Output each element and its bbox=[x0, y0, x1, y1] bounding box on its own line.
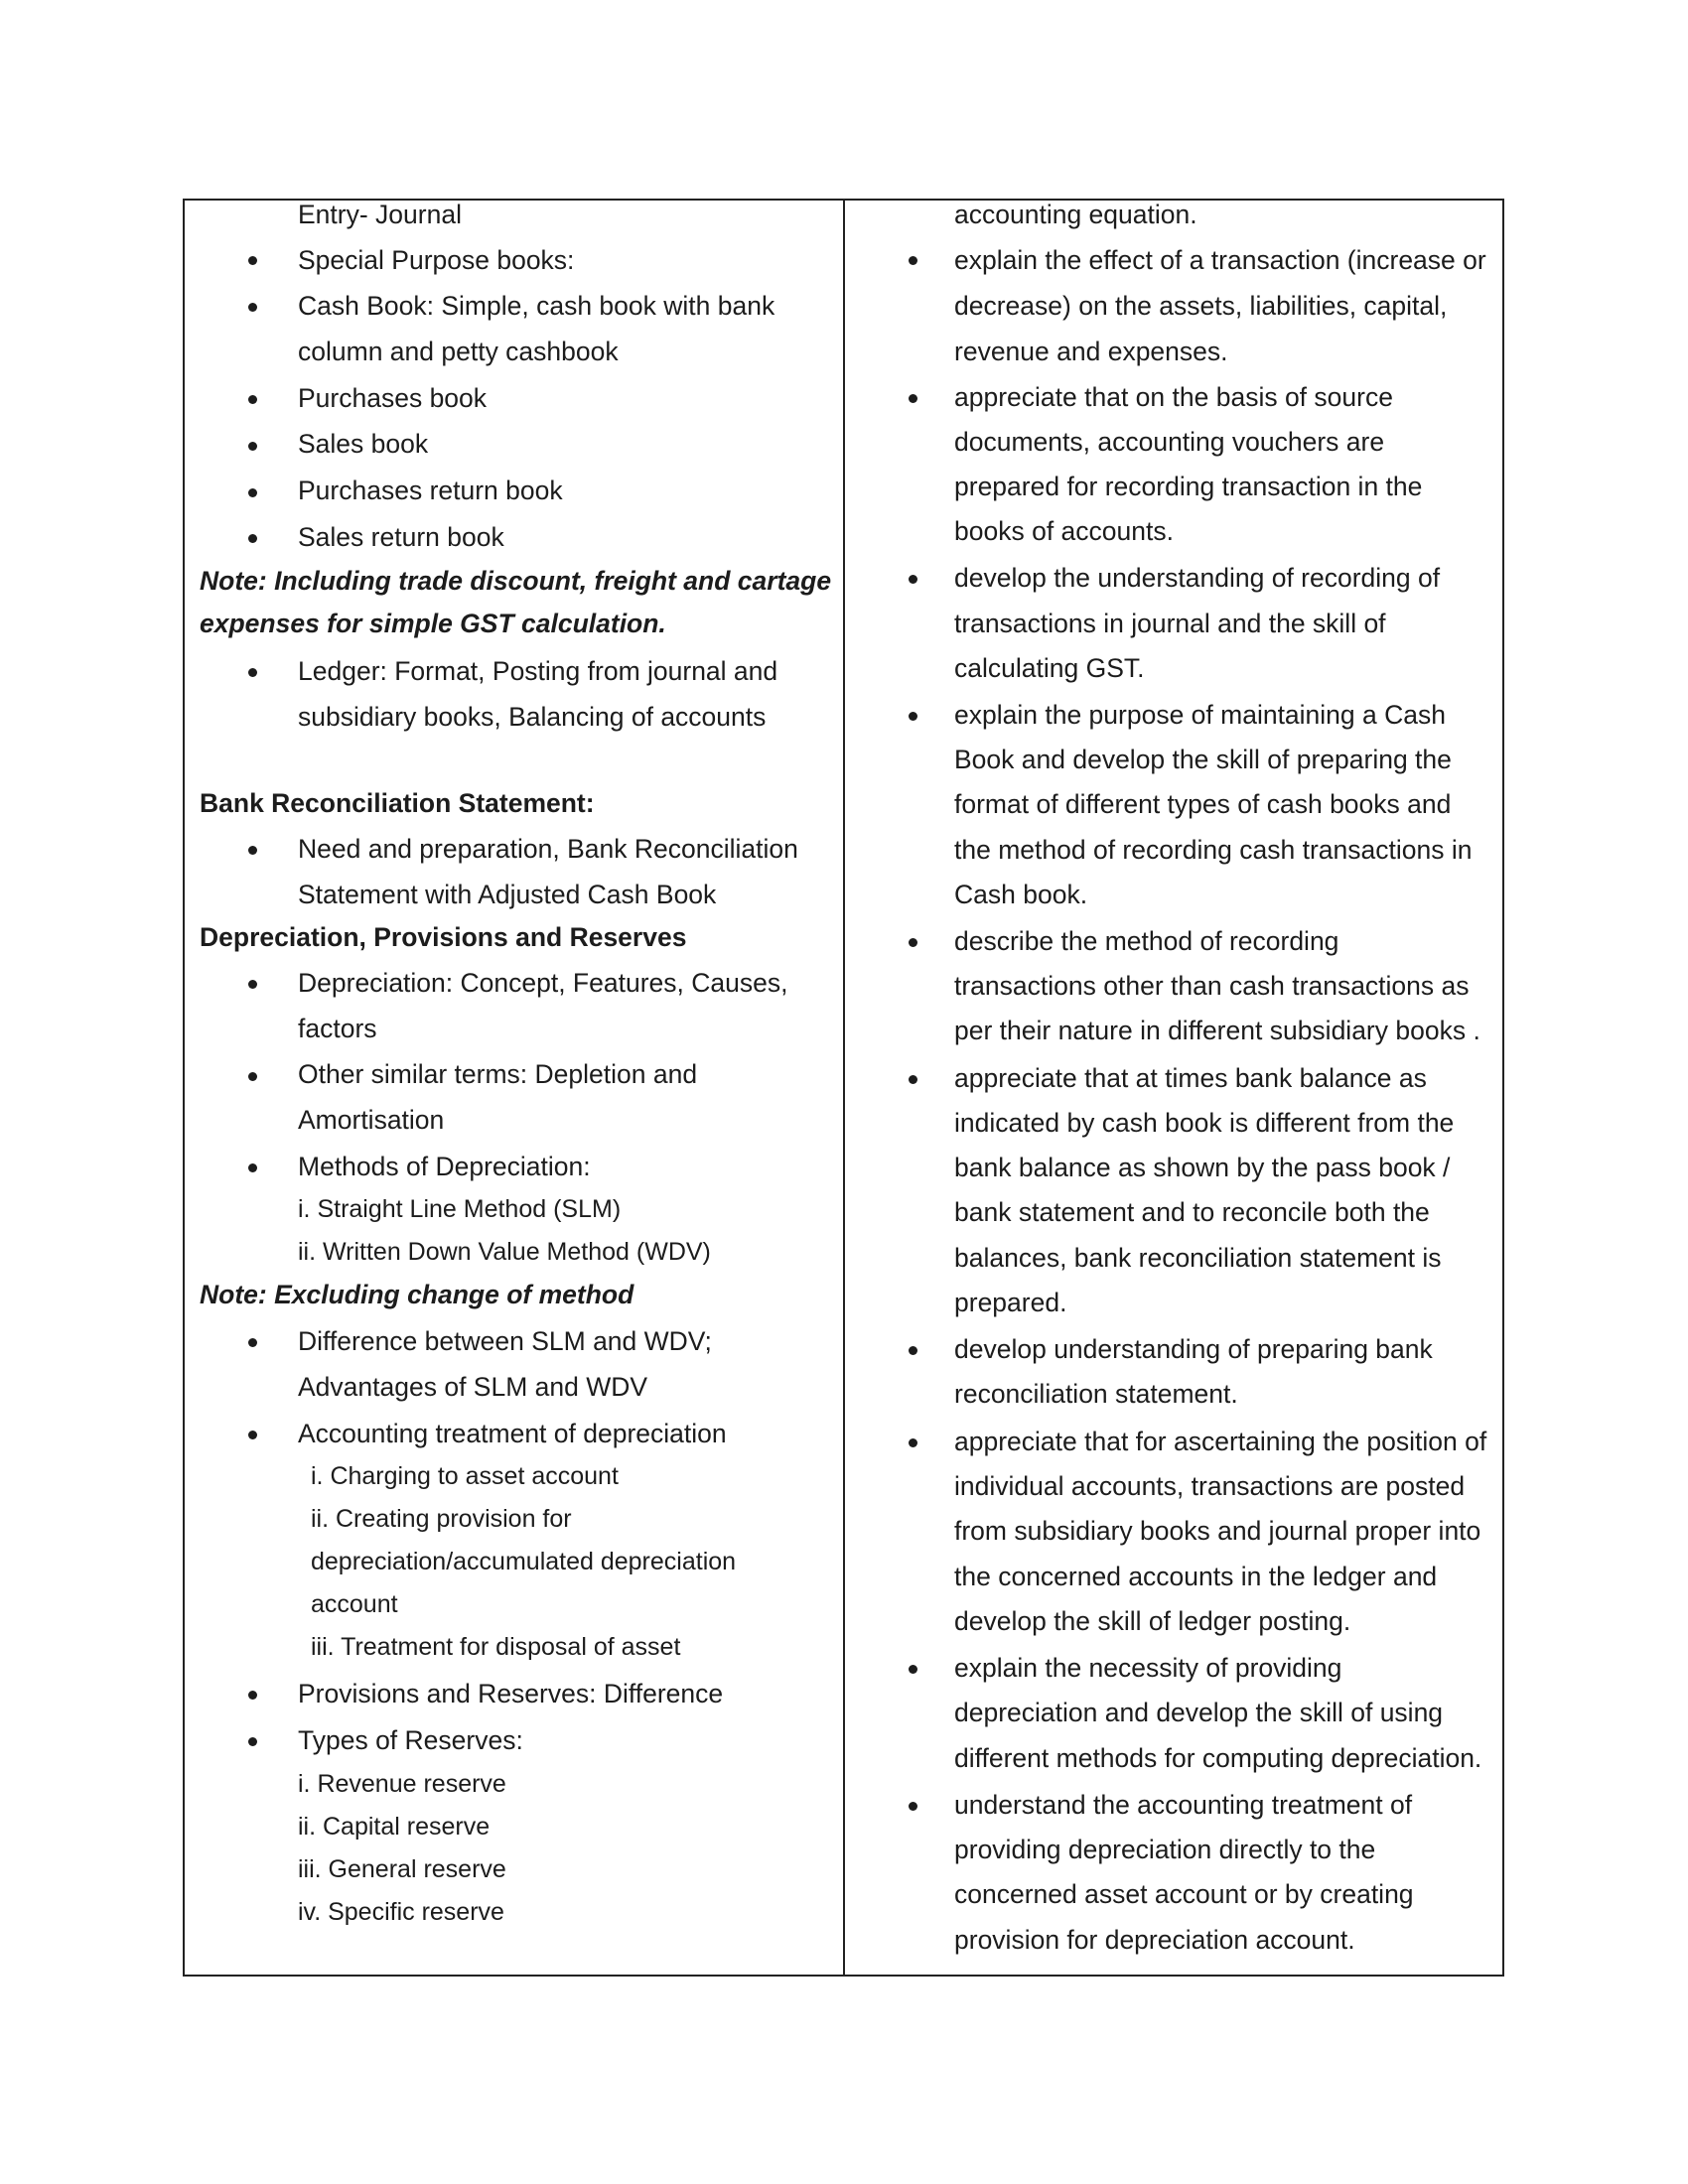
bullet-icon bbox=[248, 256, 257, 265]
bullet-icon bbox=[248, 1691, 257, 1700]
section-heading: Bank Reconciliation Statement: bbox=[200, 788, 595, 818]
list-item-continuation: Cash book. bbox=[954, 880, 1088, 909]
list-item-continuation: calculating GST. bbox=[954, 653, 1145, 683]
list-item: Sales return book bbox=[298, 522, 504, 552]
list-item-continuation: per their nature in different subsidiary books . bbox=[954, 1016, 1480, 1045]
bullet-icon bbox=[248, 980, 257, 989]
content-column bbox=[185, 201, 845, 1975]
list-item-continuation: different methods for computing depreciation. bbox=[954, 1743, 1482, 1773]
list-item-continuation: Amortisation bbox=[298, 1105, 445, 1135]
list-item-continuation: bank statement and to reconcile both the bbox=[954, 1197, 1430, 1227]
bullet-icon bbox=[909, 394, 917, 403]
bullet-icon bbox=[909, 938, 917, 947]
note-text: Note: Including trade discount, freight and cartage bbox=[200, 566, 832, 596]
list-item-continuation: from subsidiary books and journal proper into bbox=[954, 1516, 1481, 1546]
sub-item: i. Charging to asset account bbox=[311, 1462, 619, 1490]
list-item: develop understanding of preparing bank bbox=[954, 1334, 1433, 1364]
list-item: Provisions and Reserves: Difference bbox=[298, 1679, 724, 1708]
bullet-icon bbox=[248, 442, 257, 451]
list-item: Sales book bbox=[298, 429, 429, 459]
sub-item: ii. Written Down Value Method (WDV) bbox=[298, 1238, 711, 1266]
bullet-icon bbox=[909, 1346, 917, 1355]
bullet-icon bbox=[248, 1072, 257, 1081]
list-item: Types of Reserves: bbox=[298, 1725, 523, 1755]
list-item: Methods of Depreciation: bbox=[298, 1152, 591, 1181]
list-item-continuation: books of accounts. bbox=[954, 516, 1174, 546]
list-item-continuation: prepared for recording transaction in the bbox=[954, 472, 1423, 501]
list-item-continuation: provision for depreciation account. bbox=[954, 1925, 1355, 1955]
list-item-continuation: revenue and expenses. bbox=[954, 337, 1228, 366]
sub-item: ii. Capital reserve bbox=[298, 1813, 491, 1841]
sub-item: iii. General reserve bbox=[298, 1855, 506, 1883]
sub-item: ii. Creating provision for bbox=[311, 1505, 572, 1533]
list-item-continuation: prepared. bbox=[954, 1288, 1067, 1317]
list-item-continuation: individual accounts, transactions are posted bbox=[954, 1471, 1466, 1501]
sub-item: i. Revenue reserve bbox=[298, 1770, 506, 1798]
list-item: explain the purpose of maintaining a Cash bbox=[954, 700, 1446, 730]
syllabus-table bbox=[183, 199, 1504, 1977]
list-item-continuation: the method of recording cash transactions in bbox=[954, 835, 1473, 865]
list-item-continuation: Statement with Adjusted Cash Book bbox=[298, 880, 717, 909]
list-item: Special Purpose books: bbox=[298, 245, 575, 275]
list-item-continuation: depreciation and develop the skill of using bbox=[954, 1698, 1444, 1727]
list-item-continuation: Book and develop the skill of preparing the bbox=[954, 745, 1452, 774]
section-heading: Depreciation, Provisions and Reserves bbox=[200, 922, 687, 952]
list-item: develop the understanding of recording of bbox=[954, 563, 1441, 593]
list-item: explain the necessity of providing bbox=[954, 1653, 1342, 1683]
list-item-continuation: indicated by cash book is different from the bbox=[954, 1108, 1455, 1138]
list-item: Depreciation: Concept, Features, Causes, bbox=[298, 968, 788, 998]
bullet-icon bbox=[248, 303, 257, 312]
bullet-icon bbox=[248, 1338, 257, 1347]
sub-item: iv. Specific reserve bbox=[298, 1898, 504, 1926]
list-item-continuation: transactions other than cash transactions as bbox=[954, 971, 1470, 1001]
bullet-icon bbox=[248, 395, 257, 404]
bullet-icon bbox=[248, 846, 257, 855]
list-item-text: Entry- Journal bbox=[298, 201, 462, 229]
bullet-icon bbox=[909, 1438, 917, 1447]
list-item: Purchases return book bbox=[298, 476, 563, 505]
list-item: Difference between SLM and WDV; bbox=[298, 1326, 712, 1356]
list-item-continuation: accounting equation. bbox=[954, 201, 1197, 229]
bullet-icon bbox=[909, 1075, 917, 1084]
list-item: Ledger: Format, Posting from journal and bbox=[298, 656, 778, 686]
bullet-icon bbox=[248, 668, 257, 677]
list-item-continuation: develop the skill of ledger posting. bbox=[954, 1606, 1351, 1636]
list-item: understand the accounting treatment of bbox=[954, 1790, 1413, 1820]
note-text: Note: Excluding change of method bbox=[200, 1280, 634, 1309]
list-item-continuation: decrease) on the assets, liabilities, capital, bbox=[954, 291, 1448, 321]
list-item-continuation: bank balance as shown by the pass book / bbox=[954, 1153, 1451, 1182]
list-item-continuation: documents, accounting vouchers are bbox=[954, 427, 1385, 457]
list-item-continuation: format of different types of cash books and bbox=[954, 789, 1452, 819]
list-item-continuation: transactions in journal and the skill of bbox=[954, 609, 1386, 638]
list-item: Purchases book bbox=[298, 383, 488, 413]
sub-item-continuation: account bbox=[311, 1590, 398, 1618]
bullet-icon bbox=[248, 1431, 257, 1439]
bullet-icon bbox=[248, 1737, 257, 1746]
list-item-continuation: column and petty cashbook bbox=[298, 337, 619, 366]
list-item-continuation: factors bbox=[298, 1014, 377, 1043]
list-item-continuation: reconciliation statement. bbox=[954, 1379, 1238, 1409]
list-item-continuation: providing depreciation directly to the bbox=[954, 1835, 1376, 1864]
sub-item: i. Straight Line Method (SLM) bbox=[298, 1195, 622, 1223]
sub-item: iii. Treatment for disposal of asset bbox=[311, 1633, 681, 1661]
learning-outcomes-column bbox=[845, 201, 1502, 1975]
list-item: Cash Book: Simple, cash book with bank bbox=[298, 291, 775, 321]
sub-item-continuation: depreciation/accumulated depreciation bbox=[311, 1548, 737, 1575]
list-item-continuation: concerned asset account or by creating bbox=[954, 1879, 1414, 1909]
bullet-icon bbox=[248, 534, 257, 543]
bullet-icon bbox=[909, 1802, 917, 1811]
bullet-icon bbox=[248, 1163, 257, 1172]
list-item: appreciate that for ascertaining the position of bbox=[954, 1427, 1487, 1456]
list-item: appreciate that on the basis of source bbox=[954, 382, 1393, 412]
bullet-icon bbox=[909, 575, 917, 584]
list-item-continuation: balances, bank reconciliation statement is bbox=[954, 1243, 1442, 1273]
bullet-icon bbox=[909, 1665, 917, 1674]
list-item: describe the method of recording bbox=[954, 926, 1339, 956]
list-item: Need and preparation, Bank Reconciliation bbox=[298, 834, 798, 864]
list-item: Accounting treatment of depreciation bbox=[298, 1419, 727, 1448]
bullet-icon bbox=[909, 712, 917, 721]
list-item: explain the effect of a transaction (increase or bbox=[954, 245, 1486, 275]
bullet-icon bbox=[248, 488, 257, 497]
list-item: Other similar terms: Depletion and bbox=[298, 1059, 698, 1089]
list-item: appreciate that at times bank balance as bbox=[954, 1063, 1427, 1093]
list-item-continuation: the concerned accounts in the ledger and bbox=[954, 1562, 1438, 1591]
list-item-continuation: subsidiary books, Balancing of accounts bbox=[298, 702, 767, 732]
list-item-continuation: Advantages of SLM and WDV bbox=[298, 1372, 648, 1402]
note-text: expenses for simple GST calculation. bbox=[200, 609, 666, 638]
bullet-icon bbox=[909, 256, 917, 265]
